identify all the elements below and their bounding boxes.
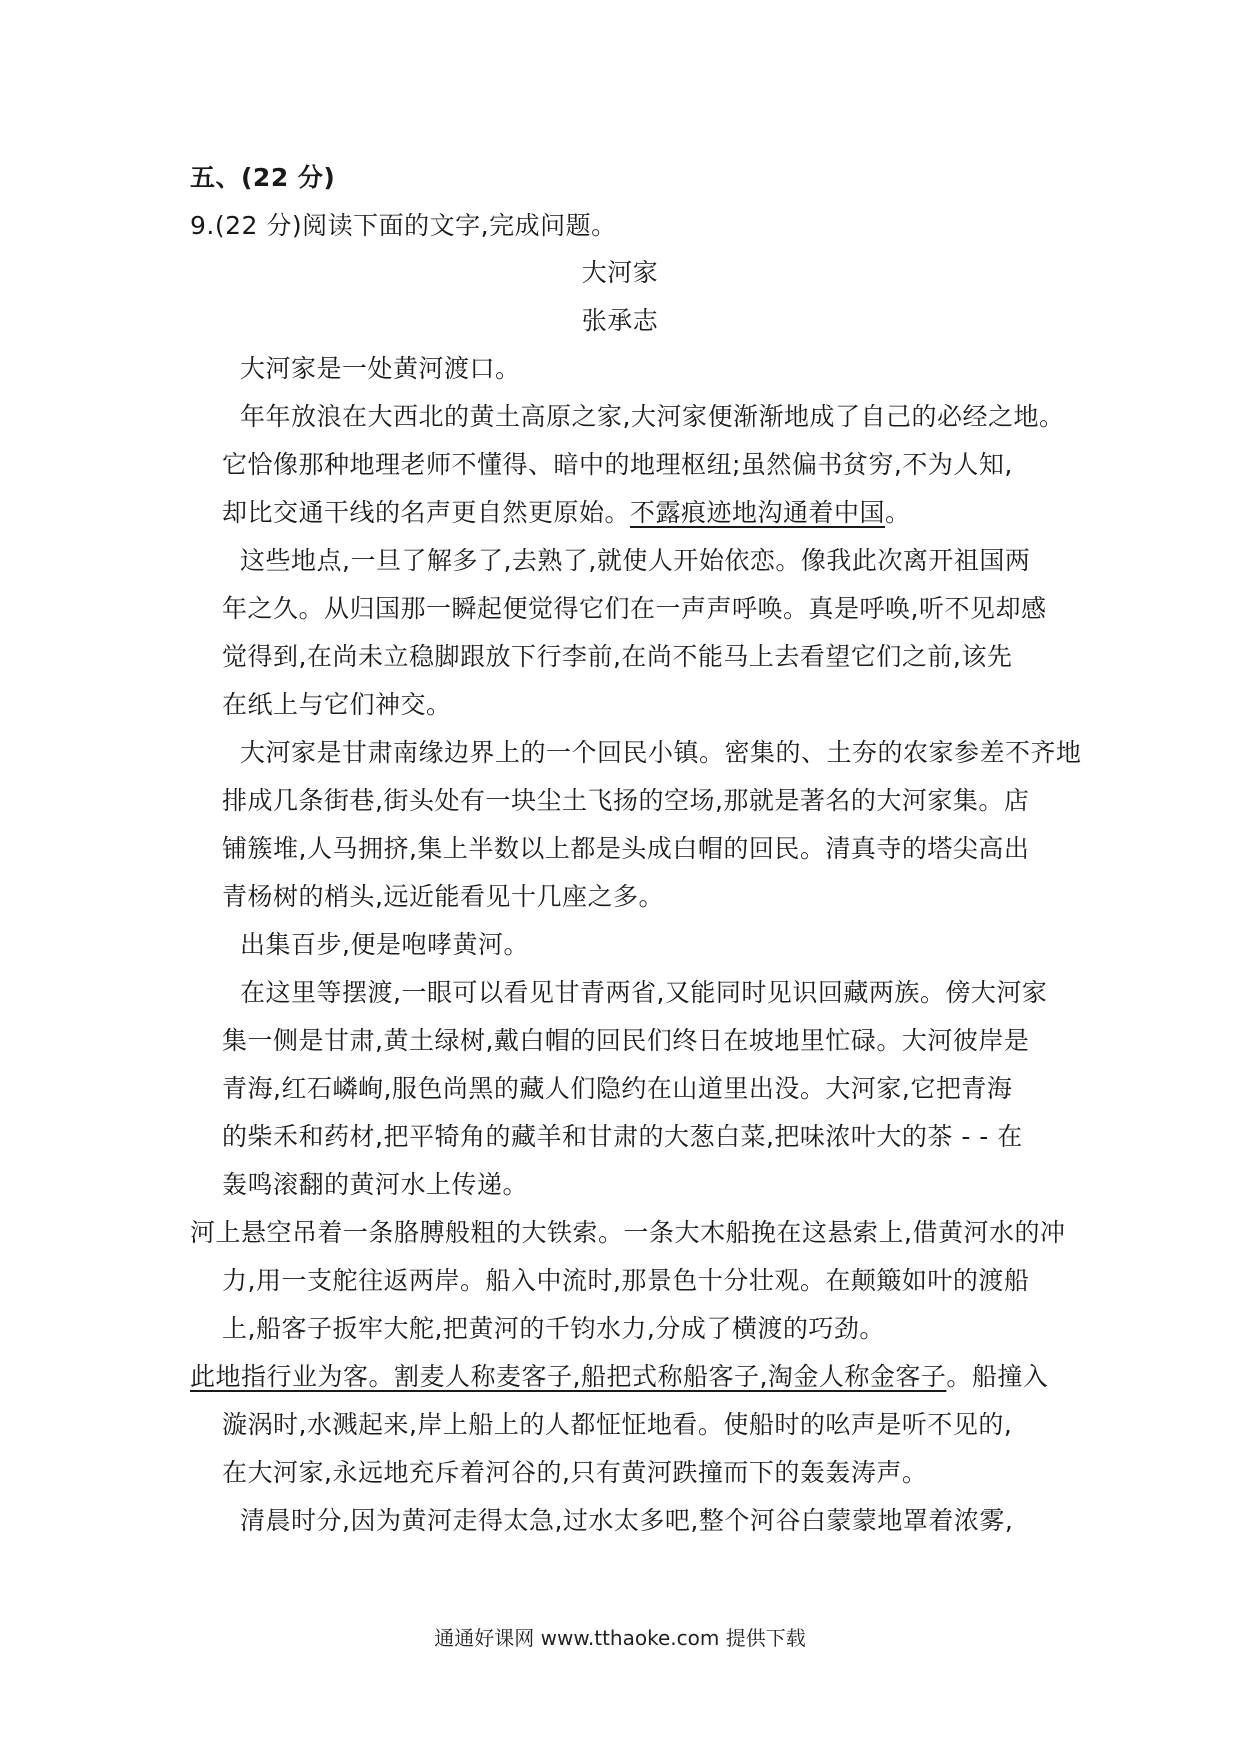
paragraph-3-line-4: 在纸上与它们神交。 [222,690,452,719]
paragraph-9-line-1: 清晨时分,因为黄河走得太急,过水太多吧,整个河谷白蒙蒙地罩着浓雾, [240,1506,1014,1535]
paragraph-4-line-3: 铺簇堆,人马拥挤,集上半数以上都是头成白帽的回民。清真寺的塔尖高出 [222,834,1030,863]
paragraph-4-line-2: 排成几条街巷,街头处有一块尘土飞扬的空场,那就是著名的大河家集。店 [222,786,1030,815]
paragraph-2-end: 。 [885,498,911,527]
paragraph-2-line-1: 年年放浪在大西北的黄土高原之家,大河家便渐渐地成了自己的必经之地。 [240,402,1065,431]
paragraph-8-line-3: 在大河家,永远地充斥着河谷的,只有黄河跌撞而下的轰轰涛声。 [222,1458,928,1487]
paragraph-2-text: 却比交通干线的名声更自然更原始。 [222,498,631,527]
underlined-phrase: 不露痕迹地沟通着中国 [630,498,886,527]
paragraph-6-line-2: 集一侧是甘肃,黄土绿树,戴白帽的回民们终日在坡地里忙碌。大河彼岸是 [222,1026,1030,1055]
paragraph-6-line-3: 青海,红石嶙峋,服色尚黑的藏人们隐约在山道里出没。大河家,它把青海 [222,1074,1013,1103]
paragraph-6-line-5: 轰鸣滚翻的黄河水上传递。 [222,1170,529,1199]
paragraph-8-line-1 [190,1362,1048,1392]
question-prompt: 9.(22 分)阅读下面的文字,完成问题。 [190,211,617,240]
paragraph-8-end: 。船撞入 [946,1362,1049,1391]
paragraph-3-line-1: 这些地点,一旦了解多了,去熟了,就使人开始依恋。像我此次离开祖国两 [240,546,1031,575]
paragraph-8-line-2: 漩涡时,水溅起来,岸上船上的人都怔怔地看。使船时的吆声是听不见的, [222,1410,1013,1439]
paragraph-2-line-2: 它恰像那种地理老师不懂得、暗中的地理枢纽;虽然偏书贫穷,不为人知, [222,450,1013,479]
paragraph-1: 大河家是一处黄河渡口。 [240,354,521,383]
page-footer: 通通好课网 www.tthaoke.com 提供下载 [434,1626,806,1650]
paragraph-4-line-4: 青杨树的梢头,远近能看见十几座之多。 [222,882,664,911]
underlined-sentence: 此地指行业为客。割麦人称麦客子,船把式称船客子,淘金人称金客子 [190,1362,947,1391]
paragraph-5: 出集百步,便是咆哮黄河。 [240,930,529,959]
paragraph-4-line-1: 大河家是甘肃南缘边界上的一个回民小镇。密集的、土夯的农家参差不齐地 [240,738,1082,767]
paragraph-3-line-2: 年之久。从归国那一瞬起便觉得它们在一声声呼唤。真是呼唤,听不见却感 [222,594,1047,623]
article-title: 大河家 [581,258,659,287]
section-heading: 五、(22 分) [190,163,336,192]
paragraph-7-line-3: 上,船客子扳牢大舵,把黄河的千钧水力,分成了横渡的巧劲。 [222,1314,885,1343]
paragraph-3-line-3: 觉得到,在尚未立稳脚跟放下行李前,在尚不能马上去看望它们之前,该先 [222,642,1013,671]
paragraph-6-line-4: 的柴禾和药材,把平犄角的藏羊和甘肃的大葱白菜,把味浓叶大的茶 - - 在 [222,1122,1023,1151]
paragraph-6-line-1: 在这里等摆渡,一眼可以看见甘青两省,又能同时见识回藏两族。傍大河家 [240,978,1048,1007]
paragraph-7-line-1: 河上悬空吊着一条胳膊般粗的大铁索。一条大木船挽在这悬索上,借黄河水的冲 [190,1218,1066,1247]
article-author: 张承志 [581,306,659,335]
paragraph-7-line-2: 力,用一支舵往返两岸。船入中流时,那景色十分壮观。在颠簸如叶的渡船 [222,1266,1030,1295]
paragraph-2-line-3 [222,498,911,528]
